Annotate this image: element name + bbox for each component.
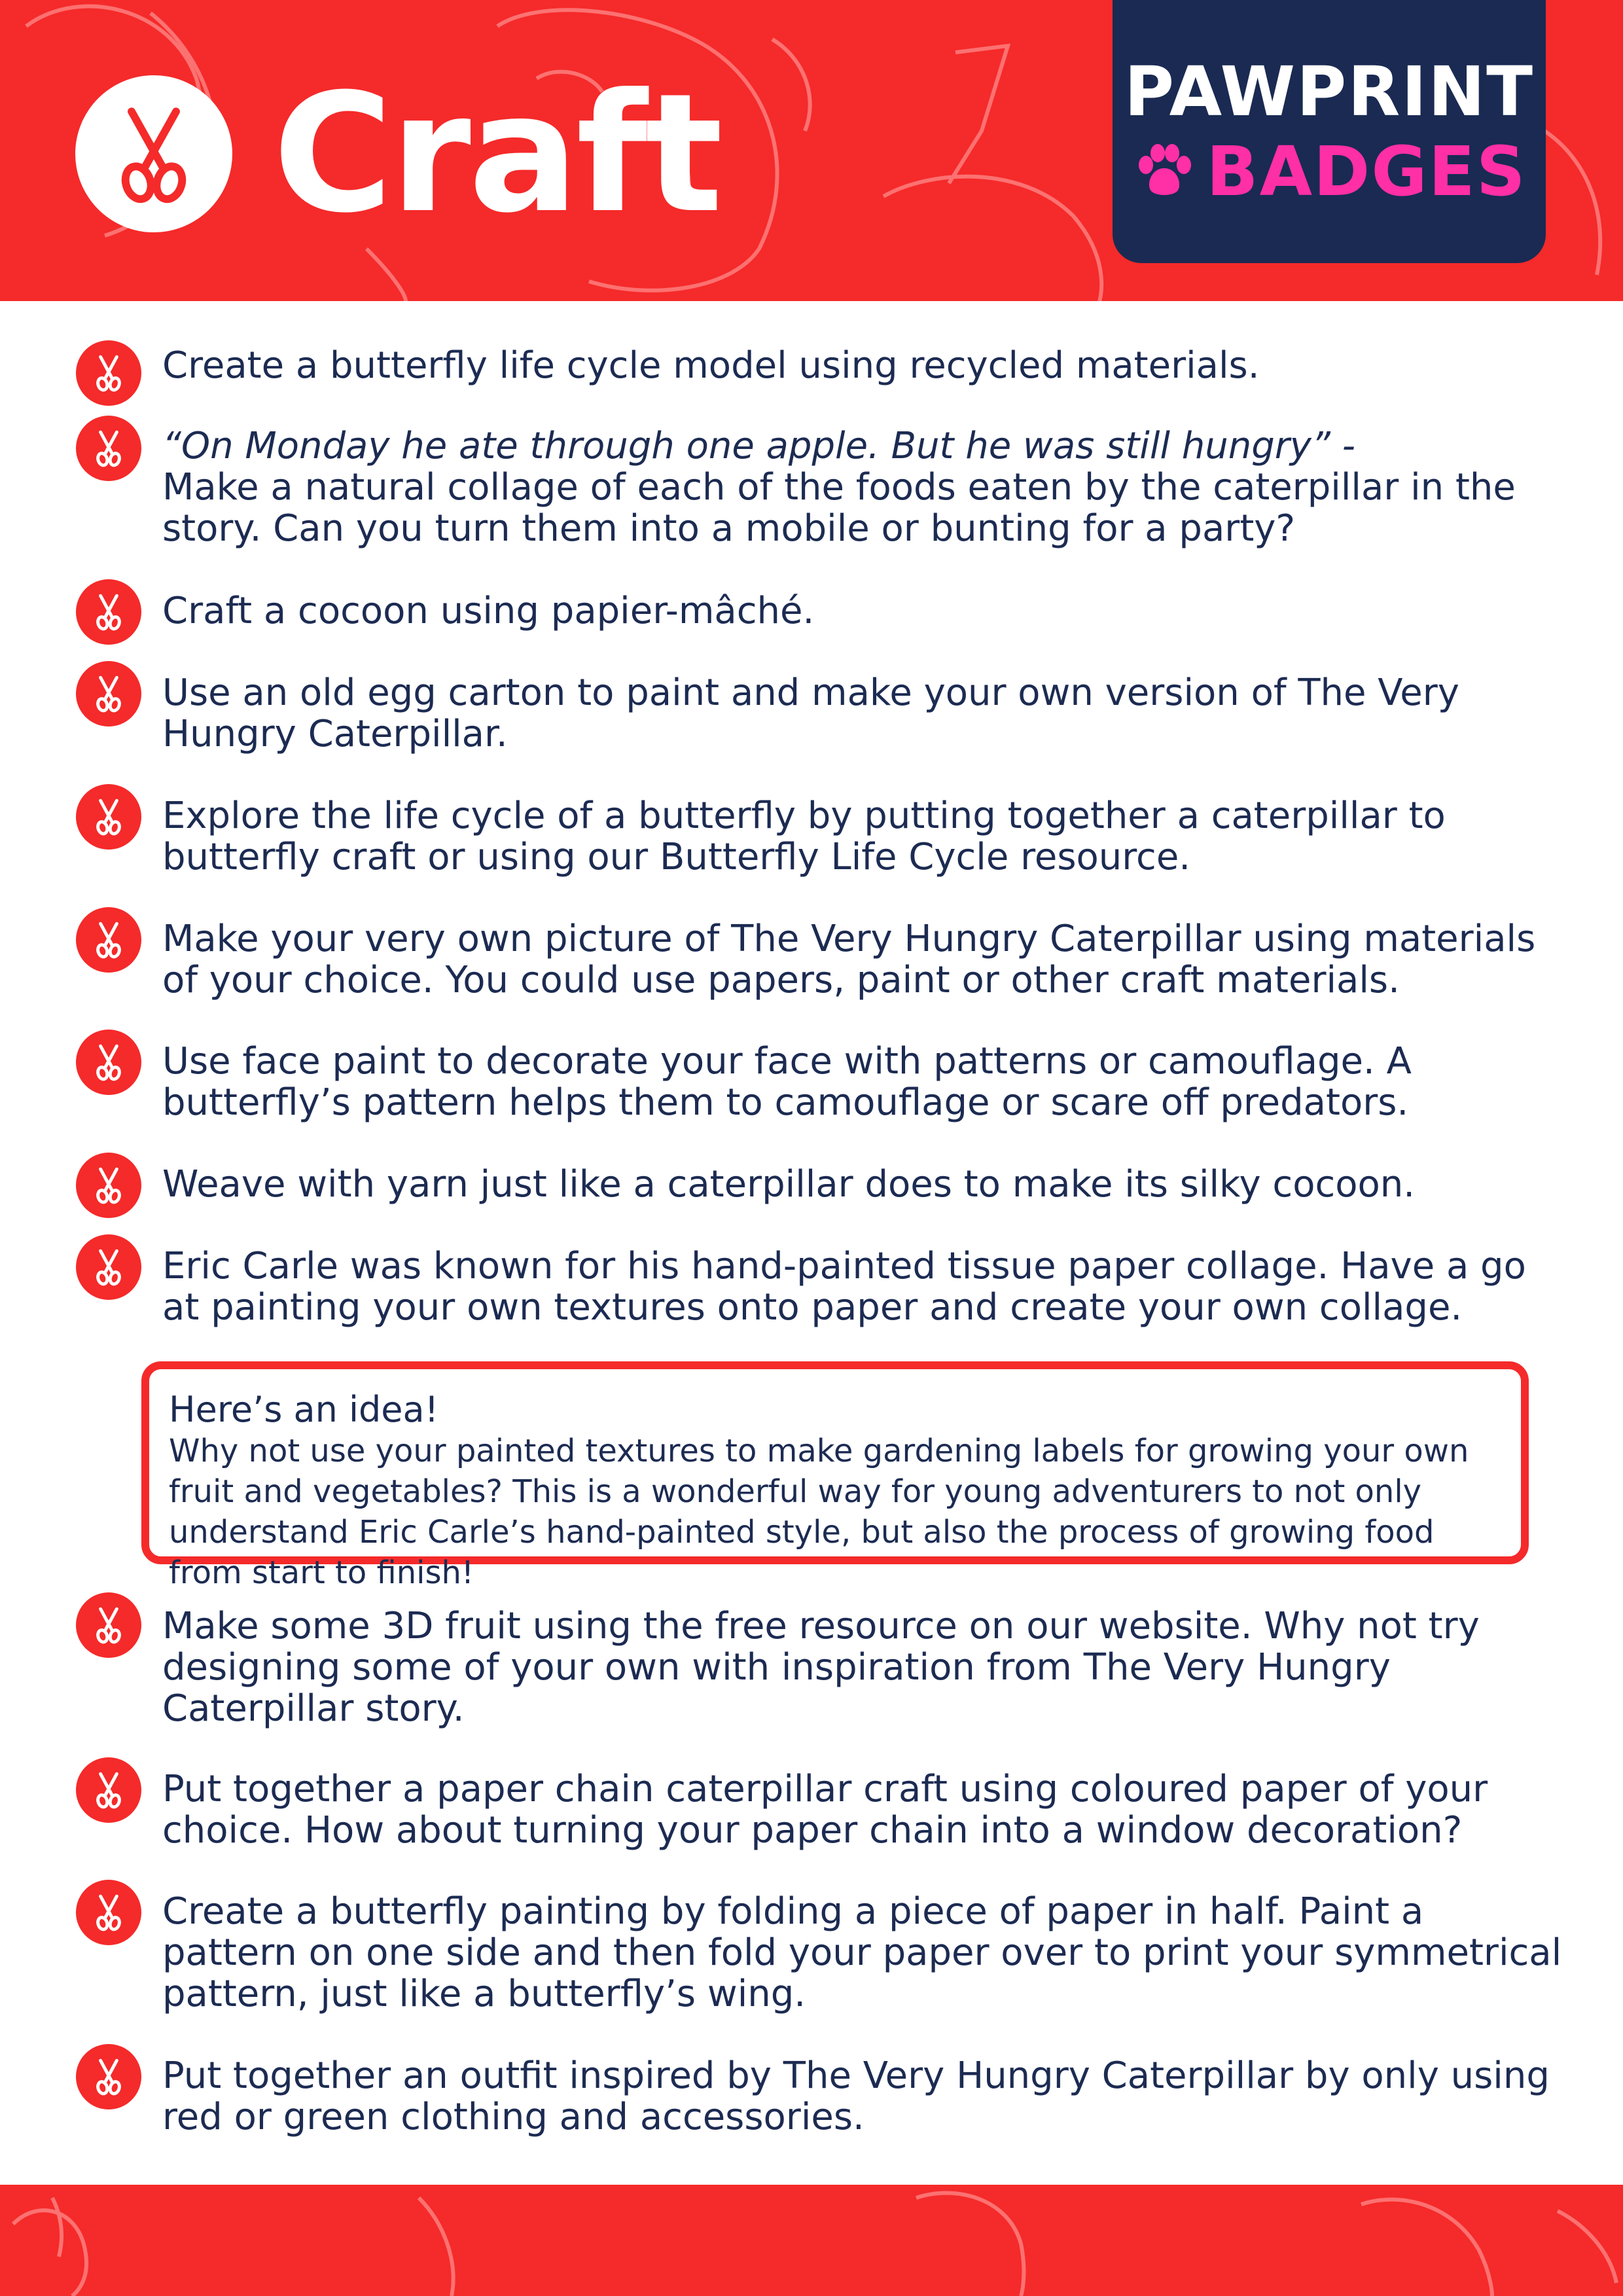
- scissors-icon: [76, 907, 141, 973]
- scissors-icon: [76, 1153, 141, 1218]
- list-item-text: Put together a paper chain caterpillar craft using coloured paper of your choice. How about turning your paper chain into a window decoration?: [162, 1768, 1488, 1852]
- scissors-icon: [76, 416, 141, 481]
- scissors-icon: [76, 579, 141, 645]
- idea-title: Here’s an idea!: [169, 1389, 439, 1430]
- idea-callout: [141, 1361, 1529, 1591]
- scissors-icon: [76, 1234, 141, 1300]
- list-item-text: Craft a cocoon using papier-mâché.: [162, 590, 815, 632]
- list-item-text: Create a butterfly painting by folding a piece of paper in half. Paint a pattern on one side and then fold your paper over to print your symmetrical pattern, just like a butterfly’s wing.: [162, 1890, 1562, 2015]
- idea-body: Why not use your painted textures to make gardening labels for growing your own fruit and vegetables? This is a wonderful way for young adventurers to not only understand Eric Carle’s hand-painted style, but also the process of growing food from start to finish!: [169, 1433, 1469, 1591]
- list-item-text: Put together an outfit inspired by The Very Hungry Caterpillar by only using red or green clothing and accessories.: [162, 2054, 1550, 2138]
- fruit-outline-decoration: [0, 2185, 1623, 2296]
- list-item-text: Weave with yarn just like a caterpillar does to make its silky cocoon.: [162, 1163, 1416, 1206]
- list-item-text: Eric Carle was known for his hand-painted tissue paper collage. Have a go at painting your own textures onto paper and create your own collage.: [162, 1245, 1526, 1329]
- page-title: Craft: [273, 58, 721, 249]
- scissors-icon: [76, 340, 141, 406]
- list-item-text: Use face paint to decorate your face with patterns or camouflage. A butterfly’s pattern helps them to camouflage or scare off predators.: [162, 1040, 1412, 1124]
- scissors-icon: [76, 1880, 141, 1945]
- list-item-text: Make your very own picture of The Very Hungry Caterpillar using materials of your choice. You could use papers, paint or other craft materials.: [162, 918, 1536, 1001]
- list-item-text: “On Monday he ate through one apple. But he was still hungry” - Make a natural collage of each of the foods eaten by the caterpillar in the story. Can you turn them into a mobile or bunting for a party?: [162, 425, 1563, 549]
- brand-name-bottom: BADGES: [1206, 132, 1527, 211]
- scissors-icon: [76, 784, 141, 850]
- caterpillar-quote: “On Monday he ate through one apple. But he was still hungry” -: [162, 425, 1355, 467]
- scissors-icon: [76, 661, 141, 726]
- scissors-icon: [75, 75, 232, 232]
- list-item-text: Explore the life cycle of a butterfly by putting together a caterpillar to butterfly craft or using our Butterfly Life Cycle resource.: [162, 795, 1446, 878]
- pawprint-badges-logo: [1113, 0, 1546, 263]
- page-title-group: [75, 58, 721, 249]
- scissors-icon: [76, 1592, 141, 1658]
- footer-banner: [0, 2185, 1623, 2296]
- scissors-icon: [76, 1757, 141, 1823]
- scissors-icon: [76, 2044, 141, 2109]
- paw-icon: [1132, 139, 1197, 204]
- brand-name-top: PAWPRINT: [1124, 52, 1535, 132]
- list-item-text: Make some 3D fruit using the free resource on our website. Why not try designing some of your own with inspiration from The Very Hungry Caterpillar story.: [162, 1605, 1480, 1730]
- header-banner: [0, 0, 1623, 301]
- list-item-text: Use an old egg carton to paint and make your own version of The Very Hungry Caterpillar.: [162, 672, 1459, 755]
- list-item-text: Create a butterfly life cycle model using recycled materials.: [162, 344, 1260, 387]
- scissors-icon: [76, 1030, 141, 1095]
